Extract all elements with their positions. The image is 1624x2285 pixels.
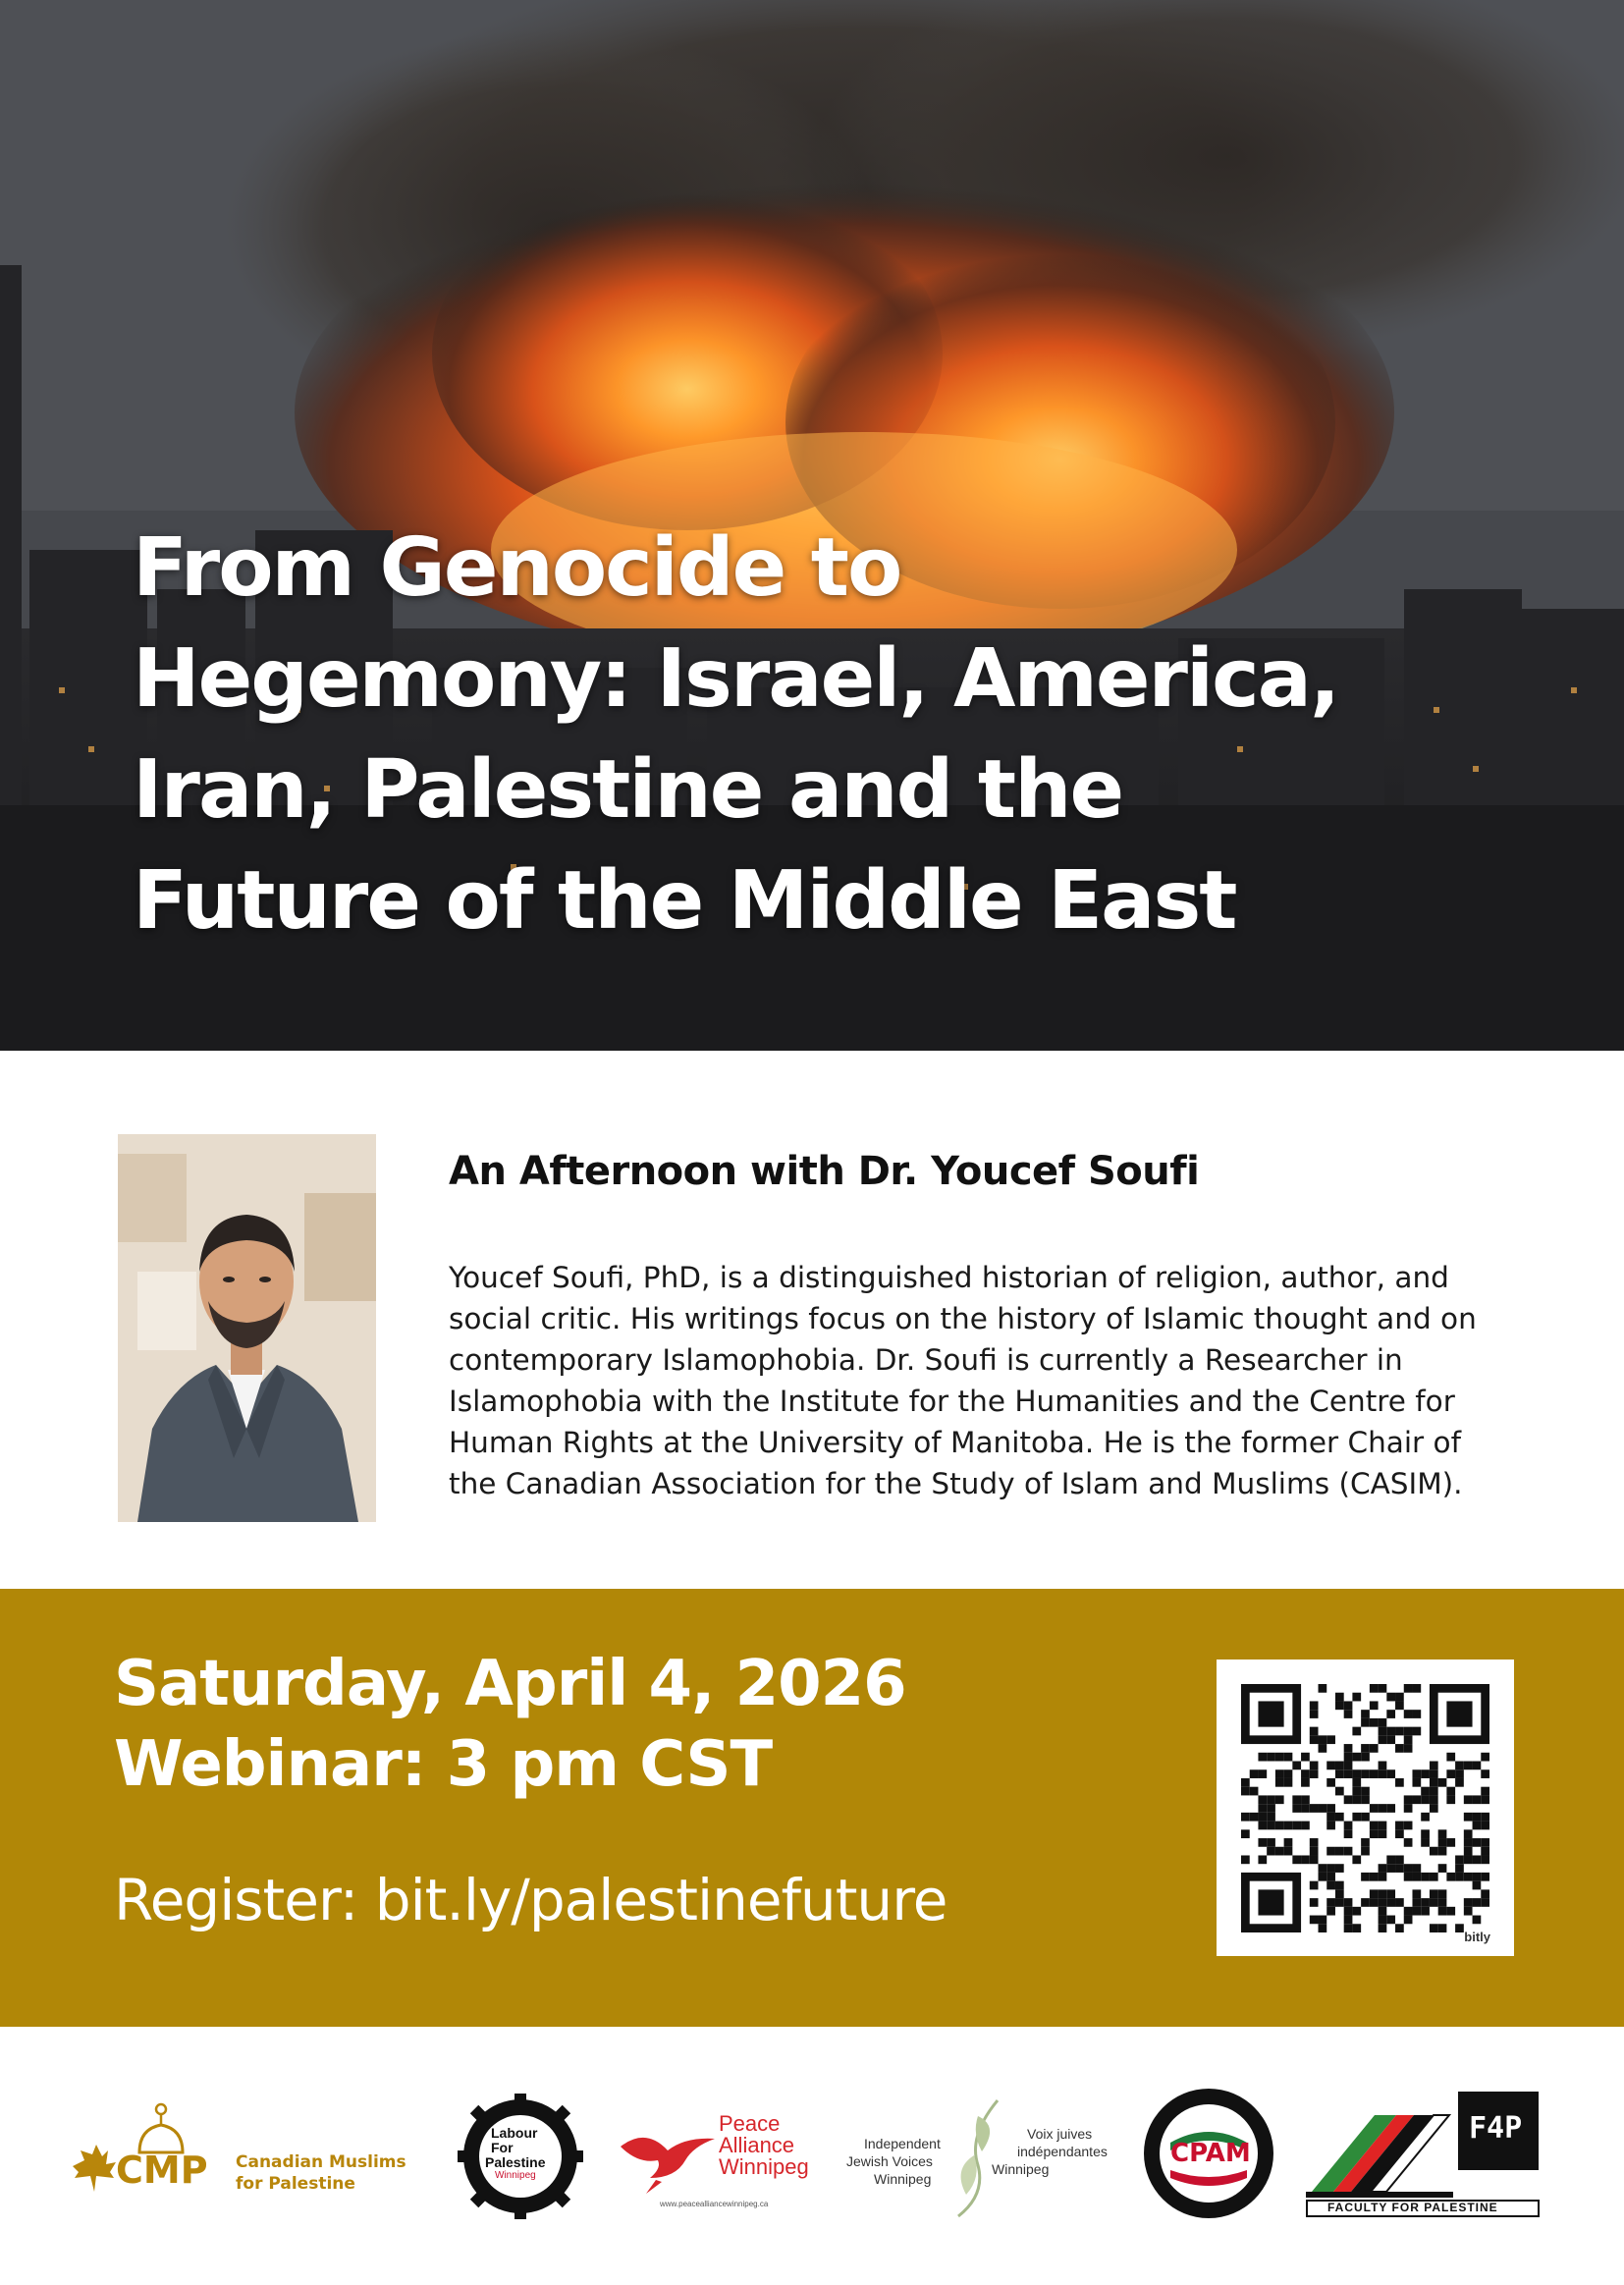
registration-qr-code[interactable] bbox=[1217, 1659, 1514, 1956]
bio-line: contemporary Islamophobia. Dr. Soufi is currently a Researcher in bbox=[449, 1343, 1403, 1377]
ijv-fr-line1: Voix juives bbox=[1027, 2126, 1093, 2142]
f4p-caption: FACULTY FOR PALESTINE bbox=[1327, 2201, 1498, 2214]
title-line: Iran, Palestine and the bbox=[133, 743, 1123, 837]
labour-line3: Palestine bbox=[485, 2154, 546, 2170]
ijv-en-line3: Winnipeg bbox=[874, 2171, 932, 2187]
speaker-portrait bbox=[118, 1134, 376, 1522]
title-line: From Genocide to bbox=[133, 521, 901, 615]
f4p-mark: F4P bbox=[1469, 2111, 1523, 2146]
logo-faculty-for-palestine[interactable] bbox=[1306, 2090, 1551, 2217]
olive-branch-icon bbox=[939, 2096, 1017, 2219]
bio-line: Human Rights at the University of Manitoba. He is the former Chair of bbox=[449, 1426, 1461, 1459]
speaker-bio bbox=[449, 1257, 1519, 1504]
speaker-photo bbox=[118, 1134, 376, 1522]
ijv-fr-line3: Winnipeg bbox=[992, 2161, 1050, 2177]
cpam-mark: CPAM bbox=[1170, 2139, 1251, 2168]
cmp-name-line1: Canadian Muslims bbox=[236, 2152, 406, 2172]
title-line: Future of the Middle East bbox=[133, 854, 1236, 948]
bio-line: the Canadian Association for the Study of Islam and Muslims (CASIM). bbox=[449, 1467, 1463, 1500]
event-title bbox=[133, 513, 1458, 956]
peace-url: www.peacealliancewinnipeg.ca bbox=[660, 2200, 769, 2208]
bio-line: social critic. His writings focus on the history of Islamic thought and on bbox=[449, 1302, 1477, 1335]
labour-line1: Labour bbox=[491, 2125, 538, 2141]
cmp-name-line2: for Palestine bbox=[236, 2174, 355, 2194]
title-line: Hegemony: Israel, America, bbox=[133, 632, 1339, 726]
ijv-fr-line2: indépendantes bbox=[1017, 2144, 1108, 2159]
logo-independent-jewish-voices-winnipeg[interactable] bbox=[844, 2096, 1119, 2219]
event-date: Saturday, April 4, 2026 bbox=[114, 1648, 906, 1720]
bio-line: Youcef Soufi, PhD, is a distinguished historian of religion, author, and bbox=[449, 1261, 1449, 1294]
qr-code-icon bbox=[1241, 1684, 1489, 1932]
cmp-mark: CMP bbox=[116, 2149, 208, 2192]
ijv-en-line1: Independent bbox=[864, 2136, 941, 2151]
peace-line3: Winnipeg bbox=[719, 2154, 809, 2179]
bio-line: Islamophobia with the Institute for the Humanities and the Centre for bbox=[449, 1385, 1455, 1418]
hero-banner bbox=[0, 0, 1624, 1051]
logo-peace-alliance-winnipeg[interactable] bbox=[617, 2111, 833, 2219]
logo-labour-for-palestine[interactable] bbox=[458, 2094, 583, 2219]
event-details-band bbox=[0, 1589, 1624, 2027]
speaker-heading: An Afternoon with Dr. Youcef Soufi bbox=[449, 1149, 1200, 1194]
dove-icon bbox=[617, 2117, 725, 2196]
qr-brand-label: bitly bbox=[1464, 1930, 1490, 1944]
peace-line1: Peace bbox=[719, 2111, 781, 2136]
labour-line2: For bbox=[491, 2140, 514, 2155]
ijv-en-line2: Jewish Voices bbox=[846, 2153, 933, 2169]
logo-cpam[interactable] bbox=[1141, 2086, 1276, 2221]
event-time: Webinar: 3 pm CST bbox=[114, 1728, 773, 1801]
register-link[interactable]: Register: bit.ly/palestinefuture bbox=[114, 1867, 947, 1933]
logo-canadian-muslims-for-palestine[interactable] bbox=[71, 2101, 424, 2200]
peace-line2: Alliance bbox=[719, 2133, 795, 2157]
books-icon bbox=[1306, 2094, 1453, 2202]
labour-line4: Winnipeg bbox=[495, 2170, 536, 2181]
